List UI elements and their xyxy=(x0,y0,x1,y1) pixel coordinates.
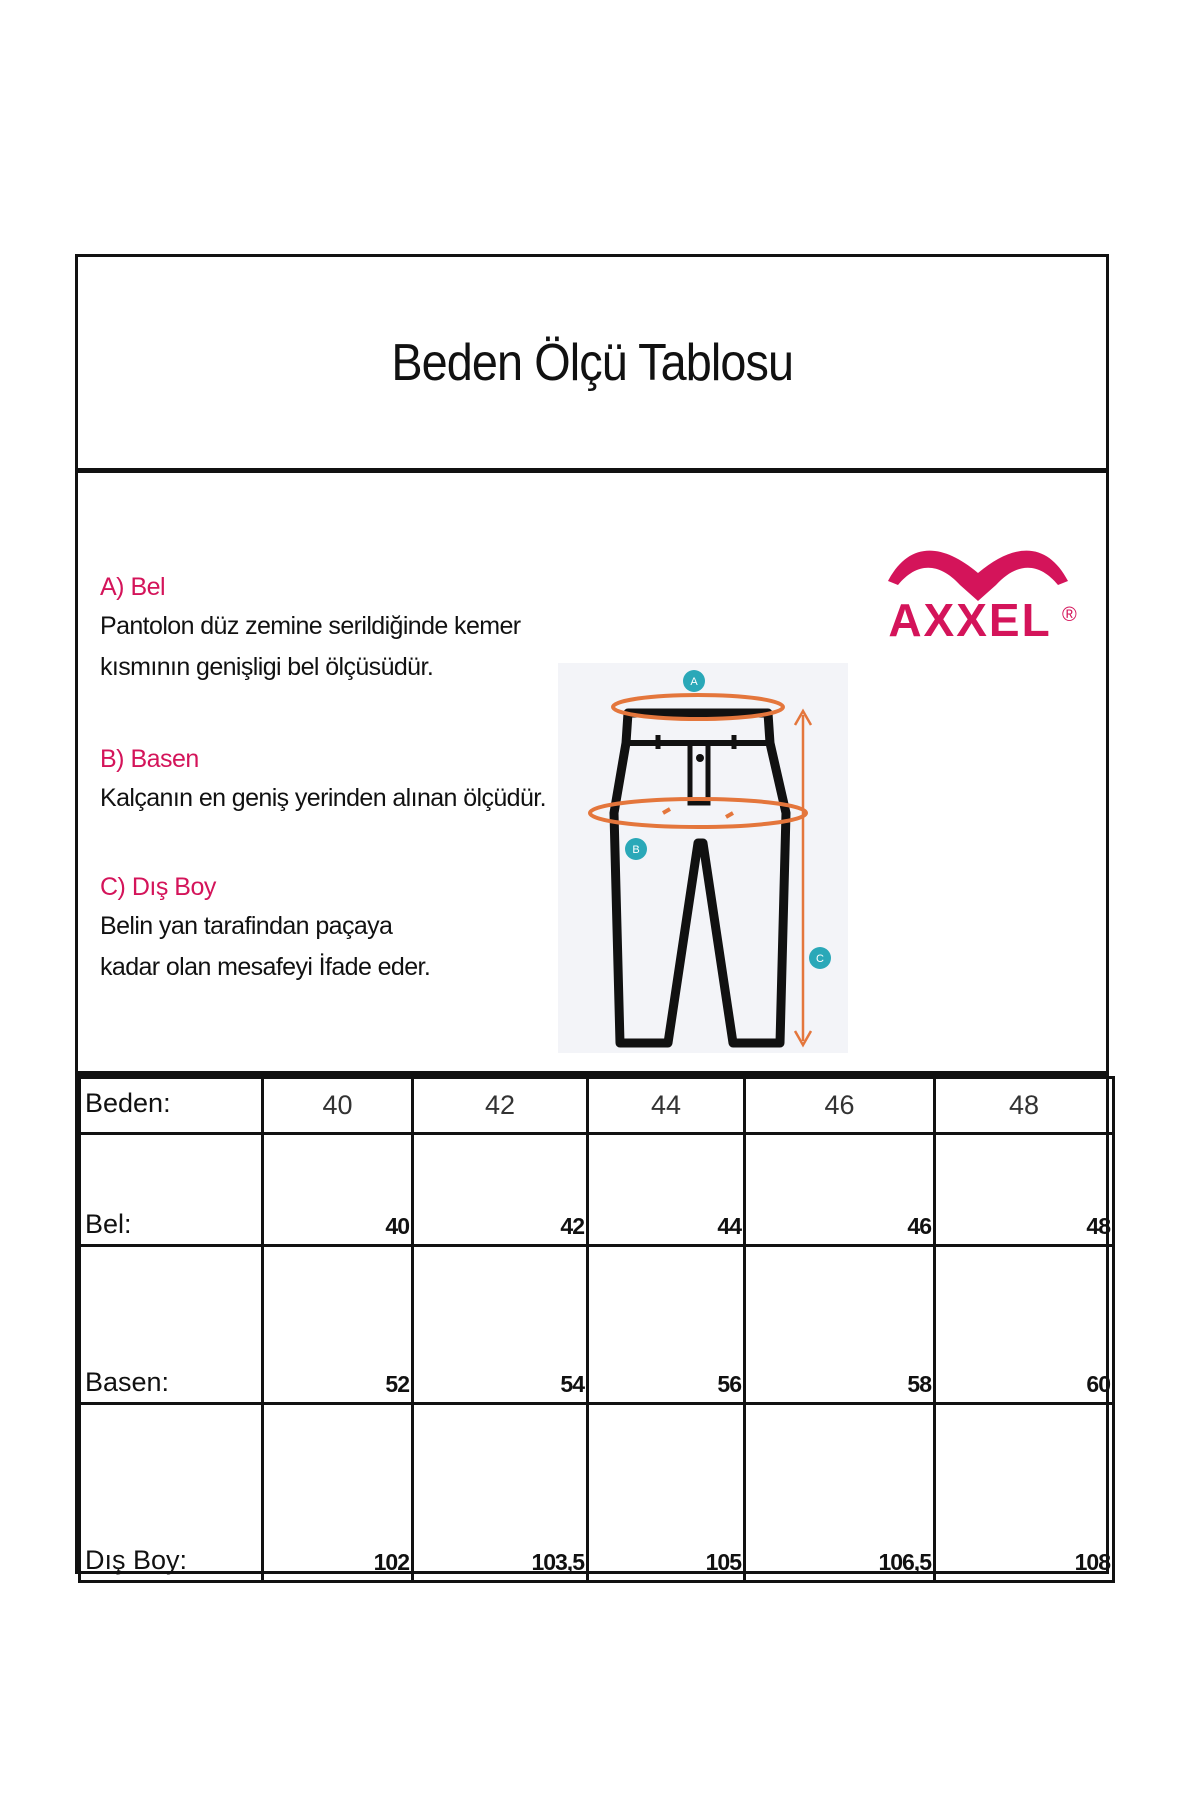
cell-hip-44: 56 xyxy=(588,1246,745,1404)
header-size-44: 44 xyxy=(588,1078,745,1134)
table-header-row xyxy=(80,1078,1114,1134)
marker-b-label: B xyxy=(632,844,640,856)
header-label: Beden: xyxy=(80,1078,263,1134)
cell-outseam-40: 102 xyxy=(263,1404,413,1582)
desc-waist-line-2: kısmının genişligi bel ölçüsüdür. xyxy=(100,653,434,681)
desc-outseam-heading: C) Dış Boy xyxy=(100,873,216,901)
title-box xyxy=(78,257,1106,473)
cell-outseam-48: 108 xyxy=(935,1404,1114,1582)
cell-outseam-42: 103,5 xyxy=(413,1404,588,1582)
brand-logo-text: AXXEL xyxy=(888,594,1052,643)
row-label-outseam: Dış Boy: xyxy=(80,1404,263,1582)
desc-hip-line-1: Kalçanın en geniş yerinden alınan ölçüdür. xyxy=(100,784,546,812)
measurement-info xyxy=(78,473,1106,1076)
table-row-hip xyxy=(80,1246,1114,1404)
desc-outseam xyxy=(100,873,550,988)
cell-hip-40: 52 xyxy=(263,1246,413,1404)
cell-hip-46: 58 xyxy=(745,1246,935,1404)
size-table xyxy=(78,1076,1115,1583)
row-label-hip: Basen: xyxy=(80,1246,263,1404)
cell-waist-46: 46 xyxy=(745,1134,935,1246)
cell-hip-42: 54 xyxy=(413,1246,588,1404)
pants-measurement-diagram xyxy=(558,663,848,1053)
header-size-48: 48 xyxy=(935,1078,1114,1134)
header-size-40: 40 xyxy=(263,1078,413,1134)
cell-waist-40: 40 xyxy=(263,1134,413,1246)
cell-outseam-46: 106,5 xyxy=(745,1404,935,1582)
header-size-46: 46 xyxy=(745,1078,935,1134)
button-dot xyxy=(696,754,704,762)
size-chart-sheet xyxy=(75,254,1109,1574)
desc-waist-text xyxy=(100,606,550,688)
desc-waist-heading: A) Bel xyxy=(100,573,166,601)
cell-outseam-44: 105 xyxy=(588,1404,745,1582)
brand-registered-mark: ® xyxy=(1062,604,1077,626)
desc-hip-heading: B) Basen xyxy=(100,745,199,773)
cell-hip-48: 60 xyxy=(935,1246,1114,1404)
header-size-42: 42 xyxy=(413,1078,588,1134)
desc-waist-line-1: Pantolon düz zemine serildiğinde kemer xyxy=(100,612,521,640)
page-title: Beden Ölçü Tablosu xyxy=(391,333,793,392)
marker-c-label: C xyxy=(816,953,824,965)
desc-hip-text xyxy=(100,778,550,819)
desc-outseam-line-2: kadar olan mesafeyi İfade eder. xyxy=(100,953,431,981)
cell-waist-44: 44 xyxy=(588,1134,745,1246)
brand-logo xyxy=(878,523,1078,643)
row-label-waist: Bel: xyxy=(80,1134,263,1246)
table-row-outseam xyxy=(80,1404,1114,1582)
desc-hip xyxy=(100,745,550,819)
desc-waist xyxy=(100,573,550,688)
table-row-waist xyxy=(80,1134,1114,1246)
desc-outseam-text xyxy=(100,906,550,988)
desc-outseam-line-1: Belin yan tarafindan paçaya xyxy=(100,912,393,940)
cell-waist-42: 42 xyxy=(413,1134,588,1246)
marker-a-label: A xyxy=(690,676,698,688)
cell-waist-48: 48 xyxy=(935,1134,1114,1246)
